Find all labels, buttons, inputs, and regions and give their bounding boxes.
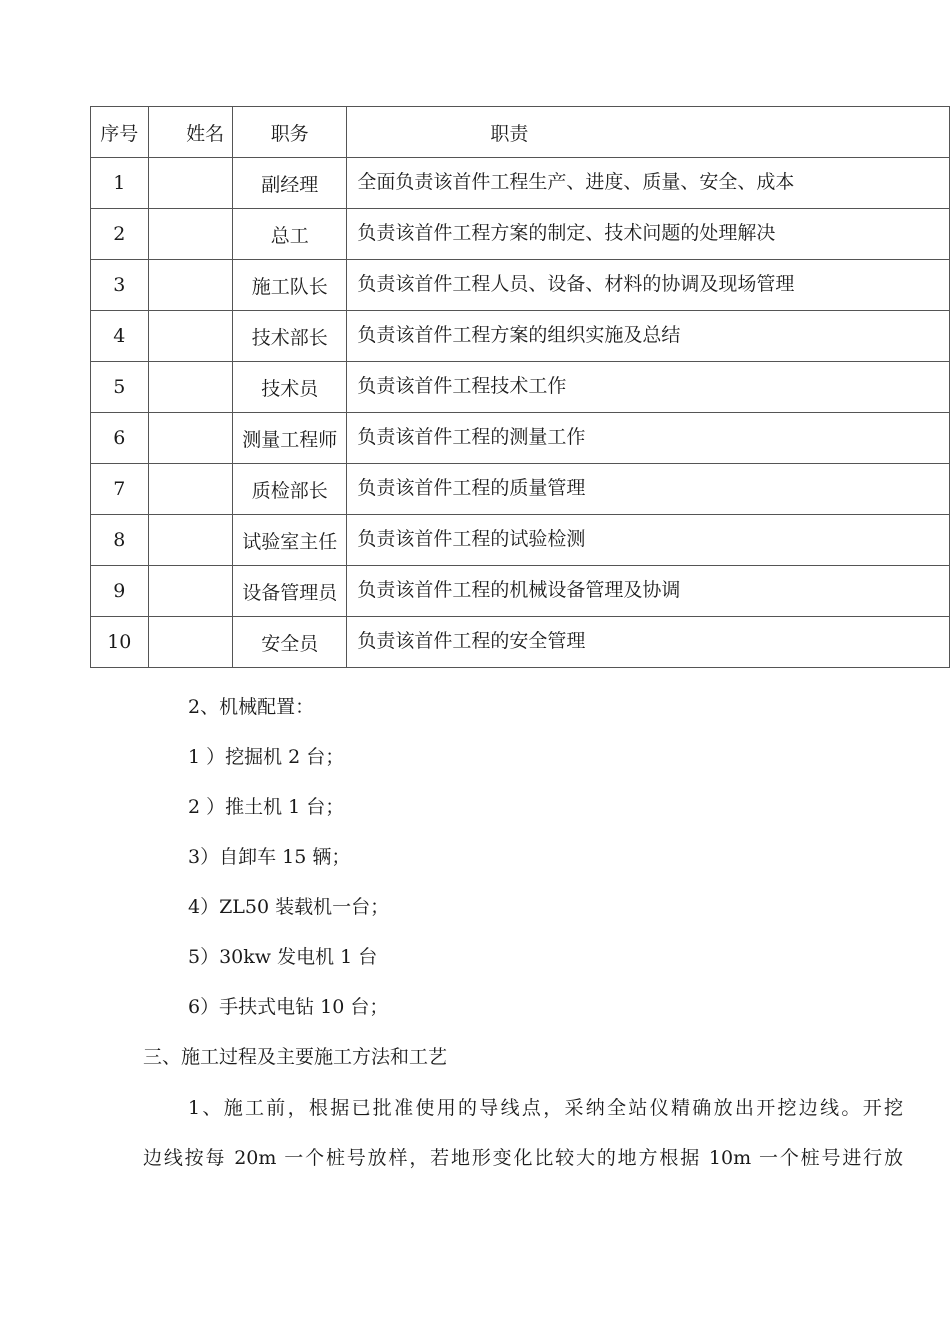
machinery-item: 5）30kw 发电机 1 台	[188, 946, 378, 968]
cell-no: 7	[91, 464, 149, 515]
table-row	[91, 617, 950, 668]
duty-text: 负责该首件工程方案的制定、技术问题的处理解决	[357, 221, 776, 244]
table-row	[91, 515, 950, 566]
table-row	[91, 362, 950, 413]
header-name: 姓名	[148, 107, 233, 158]
table-row	[91, 413, 950, 464]
table-row	[91, 464, 950, 515]
cell-no: 2	[91, 209, 149, 260]
cell-post: 施工队长	[233, 260, 347, 311]
cell-post: 安全员	[233, 617, 347, 668]
cell-post: 质检部长	[233, 464, 347, 515]
cell-no: 10	[91, 617, 149, 668]
cell-name	[148, 158, 233, 209]
duty-text: 负责该首件工程人员、设备、材料的协调及现场管理	[357, 272, 795, 295]
machinery-item: 1 ）挖掘机 2 台；	[188, 746, 345, 768]
machinery-item: 3）自卸车 15 辆；	[188, 846, 351, 868]
cell-name	[148, 260, 233, 311]
header-no: 序号	[91, 107, 149, 158]
cell-name	[148, 311, 233, 362]
table-row	[91, 209, 950, 260]
table-row	[91, 158, 950, 209]
cell-no: 4	[91, 311, 149, 362]
body-paragraph-line: 1、施工前，根据已批准使用的导线点，采纳全站仪精确放出开挖边线。开挖	[188, 1097, 903, 1119]
cell-duty	[347, 413, 950, 464]
machinery-item: 2 ）推土机 1 台；	[188, 796, 345, 818]
cell-no: 8	[91, 515, 149, 566]
duty-text: 全面负责该首件工程生产、进度、质量、安全、成本	[357, 170, 795, 193]
duty-text: 负责该首件工程的测量工作	[357, 425, 586, 448]
cell-post: 技术员	[233, 362, 347, 413]
duty-text: 负责该首件工程的试验检测	[357, 527, 586, 550]
machinery-item: 4）ZL50 装载机一台；	[188, 896, 390, 918]
cell-duty	[347, 566, 950, 617]
cell-post: 设备管理员	[233, 566, 347, 617]
cell-no: 9	[91, 566, 149, 617]
staff-duty-table	[90, 106, 950, 668]
cell-name	[148, 362, 233, 413]
section-heading: 三、施工过程及主要施工方法和工艺	[143, 1046, 448, 1068]
table-row	[91, 311, 950, 362]
cell-duty	[347, 515, 950, 566]
cell-name	[148, 464, 233, 515]
cell-name	[148, 566, 233, 617]
cell-post: 测量工程师	[233, 413, 347, 464]
cell-name	[148, 413, 233, 464]
table-body	[91, 158, 950, 668]
cell-post: 副经理	[233, 158, 347, 209]
cell-post: 试验室主任	[233, 515, 347, 566]
cell-name	[148, 515, 233, 566]
cell-duty	[347, 617, 950, 668]
machinery-title: 2、机械配置：	[188, 696, 315, 718]
duty-text: 负责该首件工程的机械设备管理及协调	[357, 578, 681, 601]
cell-no: 5	[91, 362, 149, 413]
cell-duty	[347, 311, 950, 362]
table-row	[91, 260, 950, 311]
cell-duty	[347, 209, 950, 260]
cell-duty	[347, 464, 950, 515]
table-header-row	[91, 107, 950, 158]
cell-post: 总工	[233, 209, 347, 260]
body-paragraph-line: 边线按每 20m 一个桩号放样，若地形变化比较大的地方根据 10m 一个桩号进行放	[143, 1147, 903, 1169]
cell-no: 1	[91, 158, 149, 209]
duty-text: 负责该首件工程方案的组织实施及总结	[357, 323, 681, 346]
duty-text: 负责该首件工程技术工作	[357, 374, 567, 397]
cell-duty	[347, 260, 950, 311]
machinery-item: 6）手扶式电钻 10 台；	[188, 996, 389, 1018]
cell-duty	[347, 362, 950, 413]
cell-no: 6	[91, 413, 149, 464]
header-duty: 职责	[347, 107, 950, 158]
duty-text: 负责该首件工程的质量管理	[357, 476, 586, 499]
header-post: 职务	[233, 107, 347, 158]
cell-name	[148, 209, 233, 260]
table-row	[91, 566, 950, 617]
duty-text: 负责该首件工程的安全管理	[357, 629, 586, 652]
cell-name	[148, 617, 233, 668]
cell-no: 3	[91, 260, 149, 311]
cell-duty	[347, 158, 950, 209]
cell-post: 技术部长	[233, 311, 347, 362]
